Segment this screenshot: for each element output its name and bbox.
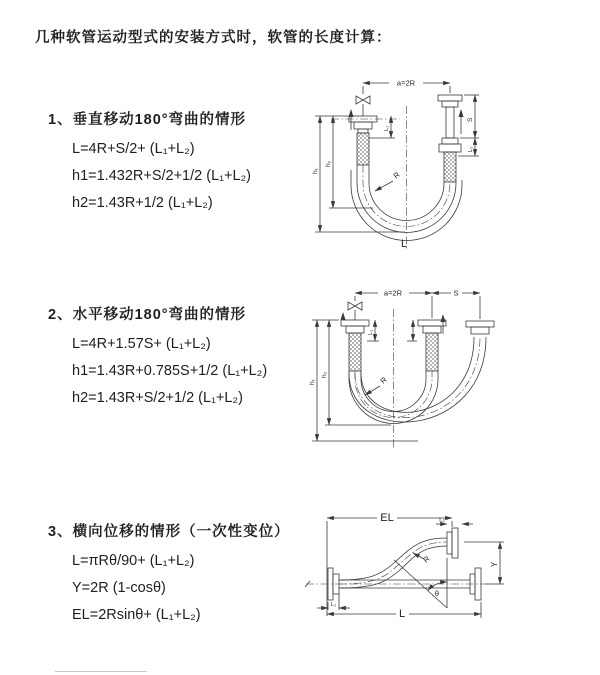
formula: L=πRθ/90+ (L₁+L₂) (72, 553, 195, 569)
dim-label-h2: h₂ (325, 160, 332, 167)
formula: h1=1.43R+0.785S+1/2 (L₁+L₂) (72, 363, 268, 379)
dim-label-y: Y (490, 561, 499, 567)
radius-leader (413, 553, 432, 565)
section-3 (48, 520, 290, 629)
dim-label-a2r: a=2R (383, 288, 403, 298)
left-pipe-fitting (341, 320, 369, 371)
diagram-2-svg (303, 281, 593, 456)
dim-label-h1: h₁ (312, 168, 319, 174)
section-3-formulas (48, 548, 290, 629)
dim-l1 (367, 320, 417, 341)
dim-label-s: S (453, 288, 459, 298)
dim-l (327, 602, 481, 620)
formula: h2=1.43R+S/2+1/2 (L₁+L₂) (72, 390, 243, 406)
dim-label-l1: L₁ (330, 602, 337, 608)
dim-label-a2r: a=2R (396, 78, 416, 88)
dim-label-r: R (378, 375, 389, 386)
dim-label-l2: L₂ (439, 517, 445, 524)
radius-leader (375, 170, 402, 191)
right-pipe-fitting (466, 321, 494, 334)
diagram-3-svg (298, 496, 598, 661)
formula: Y=2R (1-cosθ) (72, 580, 166, 596)
formula: L=4R+1.57S+ (L₁+L₂) (72, 336, 211, 352)
dim-label-l: L (398, 608, 406, 620)
left-pipe-fitting (331, 116, 400, 165)
dim-label-r: R (391, 170, 402, 181)
upper-flange (447, 528, 458, 558)
page-title: 几种软管运动型式的安装方式时，软管的长度计算： (35, 30, 392, 46)
dim-label-el: EL (380, 512, 394, 524)
formula: EL=2Rsinθ+ (L₁+L₂) (72, 607, 201, 623)
dim-label-l: L (400, 238, 408, 250)
angle-theta (394, 558, 447, 608)
radius-leader (365, 375, 389, 395)
dim-a2r (363, 78, 450, 94)
dim-a2r (355, 288, 480, 319)
valve-icon (356, 96, 370, 116)
section-3-heading: 3、横向位移的情形（一次性变位） (48, 524, 290, 540)
formula: h1=1.432R+S/2+1/2 (L₁+L₂) (72, 168, 252, 184)
flow-arrows (341, 312, 446, 334)
scan-artifact-line (55, 671, 147, 672)
diagram-horizontal-180-bend (303, 281, 593, 456)
diagram-1-svg (303, 68, 593, 263)
dim-label-l1: L₁ (384, 125, 390, 131)
dim-label-h1: h₁ (309, 379, 316, 385)
dim-el (327, 511, 452, 616)
formula: L=4R+S/2+ (L₁+L₂) (72, 141, 195, 157)
middle-pipe-fitting (418, 320, 446, 371)
dim-label-l2: L₂ (468, 146, 474, 152)
hose-s-curve (339, 538, 447, 588)
dim-label-theta: θ (434, 589, 440, 598)
diagram-vertical-180-bend (303, 68, 593, 263)
formula: h2=1.43R+1/2 (L₁+L₂) (72, 195, 213, 211)
dim-l1 (369, 116, 395, 138)
valve-icon (348, 302, 362, 320)
dim-l1 (317, 594, 350, 610)
diagram-lateral-displacement (298, 496, 598, 661)
dim-l2 (436, 518, 473, 525)
section-2-heading: 2、水平移动180°弯曲的情形 (48, 307, 247, 323)
section-1-heading: 1、垂直移动180°弯曲的情形 (48, 112, 247, 128)
dim-label-l1: L₁ (368, 329, 374, 335)
section-1 (48, 108, 251, 217)
hose-straight (306, 580, 498, 588)
dim-label-r: R (421, 554, 432, 565)
dim-label-h2: h₂ (321, 371, 328, 378)
dim-label-s: S (467, 117, 474, 122)
right-pipe-fitting (438, 95, 462, 182)
section-2 (48, 303, 267, 412)
section-2-formulas (48, 331, 267, 412)
section-1-formulas (48, 136, 251, 217)
